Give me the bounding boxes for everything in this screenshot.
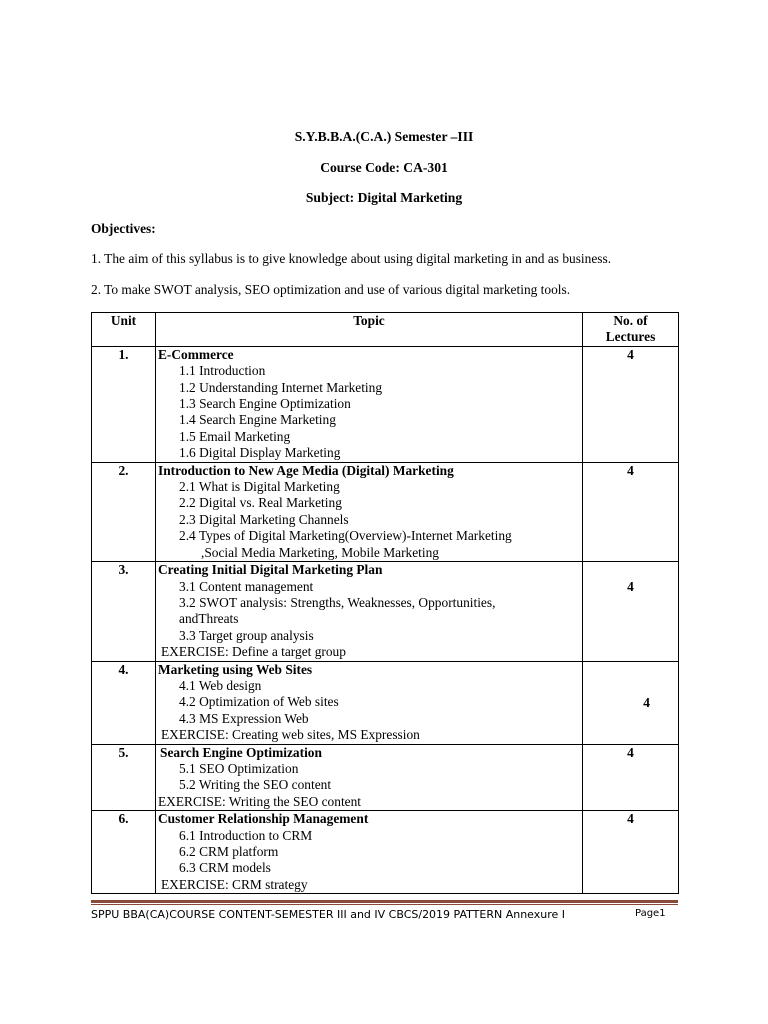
exercise-line: EXERCISE: Define a target group [161,644,346,660]
topic-line: 4.3 MS Expression Web [179,710,309,726]
topic-line: 4.1 Web design [179,677,262,693]
lecture-count: 4 [583,661,679,744]
unit-title: Creating Initial Digital Marketing Plan [158,562,383,578]
table-row [92,661,679,744]
topic-cell [156,811,583,894]
header-lectures-line1: No. of [613,313,648,328]
unit-title: Marketing using Web Sites [158,661,313,677]
topic-line: 3.1 Content management [179,578,314,594]
topic-line: 6.2 CRM platform [179,844,279,859]
topic-line: 5.2 Writing the SEO content [179,777,332,793]
objectives-label: Objectives: [91,221,156,236]
topic-cell [156,562,583,661]
topic-line: 2.4 Types of Digital Marketing(Overview)-Internet Marketing [179,528,512,544]
page-footer [91,908,678,921]
lecture-count: 4 [583,346,679,462]
unit-title: Search Engine Optimization [160,744,322,760]
topic-line: 5.1 SEO Optimization [179,760,299,776]
topic-cell [156,346,583,462]
topic-line: 1.3 Search Engine Optimization [179,396,351,412]
exercise-line: EXERCISE: CRM strategy [161,876,308,892]
objective-item-1: 1. The aim of this syllabus is to give knowledge about using digital marketing in and as business. [91,251,612,266]
footer-divider-thin [91,904,678,905]
topic-line: 2.1 What is Digital Marketing [179,479,340,495]
syllabus-table [91,312,679,894]
topic-line: 3.3 Target group analysis [179,627,314,643]
table-row [92,562,679,661]
topic-cell [156,744,583,811]
topic-line: 1.5 Email Marketing [179,428,291,444]
exercise-line: EXERCISE: Creating web sites, MS Expression [161,727,420,743]
unit-number: 5. [92,744,156,811]
topic-line: 1.6 Digital Display Marketing [179,445,341,461]
objective-item-2: 2. To make SWOT analysis, SEO optimization and use of various digital marketing tools. [91,282,571,297]
table-row [92,811,679,894]
topic-cell [156,661,583,744]
topic-line: 2.3 Digital Marketing Channels [179,511,349,527]
footer-divider-thick [91,900,678,903]
topic-cell [156,462,583,561]
unit-title: Introduction to New Age Media (Digital) Marketing [158,462,454,478]
unit-title: E-Commerce [158,346,234,362]
page-number: Page1 [635,908,666,919]
header-lectures-line2: Lectures [605,329,656,345]
table-row [92,462,679,561]
subject-title: Subject: Digital Marketing [305,190,463,205]
lecture-count: 4 [583,744,679,811]
topic-line: 6.3 CRM models [179,860,271,876]
lecture-count: 4 [583,811,679,894]
topic-line: 1.2 Understanding Internet Marketing [179,379,383,395]
unit-title: Customer Relationship Management [158,811,369,827]
topic-line: 1.1 Introduction [179,363,266,379]
unit-number: 3. [92,562,156,661]
topic-line: ,Social Media Marketing, Mobile Marketing [201,544,440,560]
topic-line: andThreats [179,611,239,627]
lecture-count: 4 [583,562,679,661]
topic-line: 2.2 Digital vs. Real Marketing [179,495,342,511]
topic-line: 6.1 Introduction to CRM [179,827,313,843]
unit-number: 2. [92,462,156,561]
document-title: S.Y.B.B.A.(C.A.) Semester –III [294,129,474,144]
unit-number: 4. [92,661,156,744]
unit-number: 6. [92,811,156,894]
table-row [92,346,679,462]
topic-line: 4.2 Optimization of Web sites [179,694,339,710]
lecture-count: 4 [583,462,679,561]
course-code: Course Code: CA-301 [320,160,448,175]
unit-number: 1. [92,346,156,462]
topic-line: 3.2 SWOT analysis: Strengths, Weaknesses, Opportunities, [179,594,496,610]
footer-text: SPPU BBA(CA)COURSE CONTENT-SEMESTER III and IV CBCS/2019 PATTERN Annexure I [91,908,566,921]
table-header-row [92,313,679,347]
header-topic: Topic [156,313,583,347]
table-row [92,744,679,811]
header-lectures [583,313,679,347]
exercise-line: EXERCISE: Writing the SEO content [158,793,362,809]
header-unit: Unit [92,313,156,347]
topic-line: 1.4 Search Engine Marketing [179,412,336,428]
